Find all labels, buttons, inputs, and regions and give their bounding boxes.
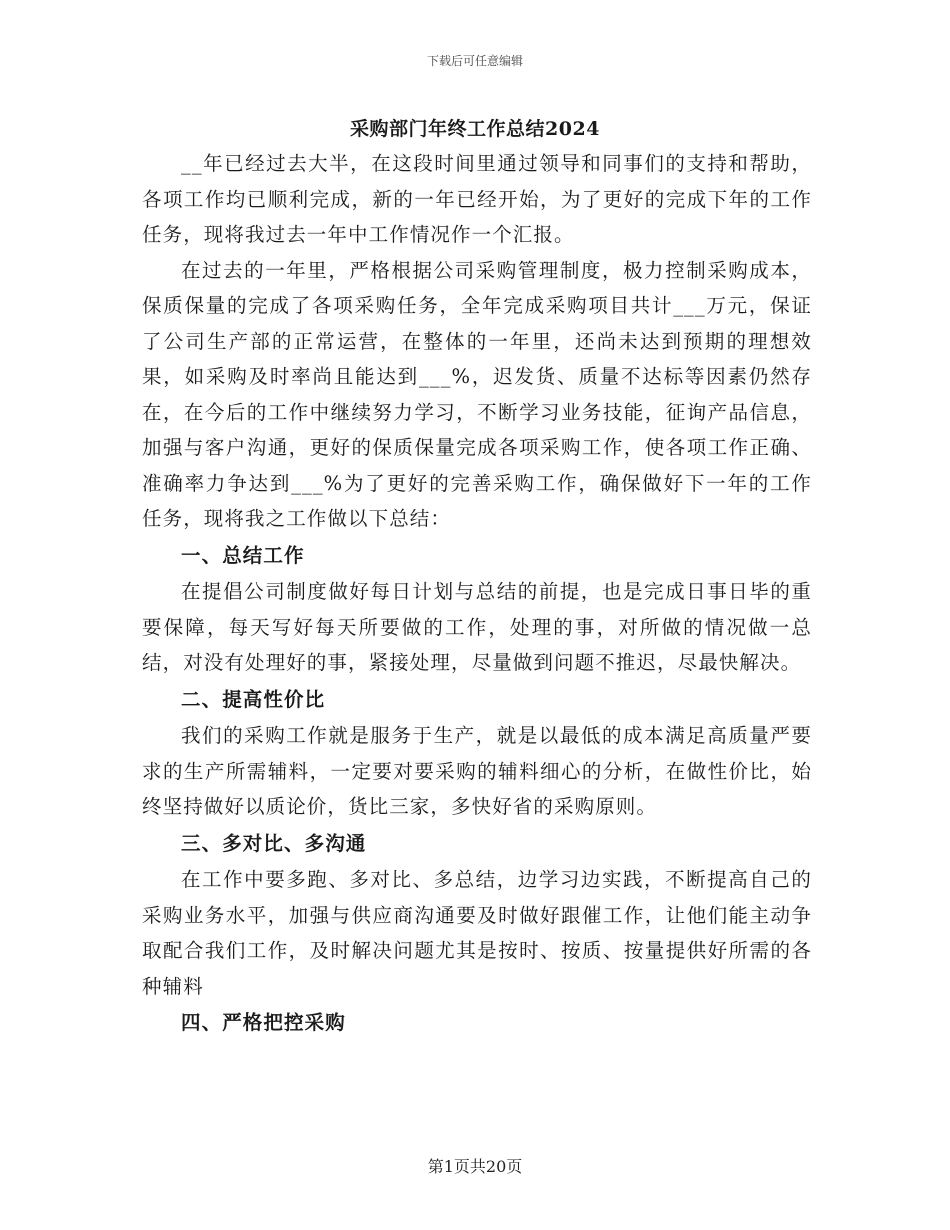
page-footer: 第1页共20页 xyxy=(427,1157,523,1176)
section-heading-2: 二、提高性价比 xyxy=(181,687,326,711)
header-note: 下载后可任意编辑 xyxy=(426,54,523,68)
document-title: 采购部门年终工作总结2024 xyxy=(350,118,600,140)
paragraph-intro: __年已经过去大半，在这段时间里通过领导和同事们的支持和帮助，各项工作均已顺利完成，新的一年已经开始，为了更好的完成下年的工作任务，现将我过去一年中工作情况作一个汇报。 xyxy=(142,152,812,246)
paragraph-section-3: 在工作中要多跑、多对比、多总结，边学习边实践，不断提高自己的采购业务水平，加强与供应商沟通要及时做好跟催工作，让他们能主动争取配合我们工作，及时解决问题尤其是按时、按质、按量提供好所需的各种辅料 xyxy=(142,868,812,998)
paragraph-summary: 在过去的一年里，严格根据公司采购管理制度，极力控制采购成本，保质保量的完成了各项采购任务，全年完成采购项目共计___万元，保证了公司生产部的正常运营，在整体的一年里，还尚未达到预期的理想效果，如采购及时率尚且能达到___%，迟发货、质量不达标等因素仍然存在，在今后的工作中继续努力学习，不断学习业务技能，征询产品信息，加强与客户沟通，更好的保质保量完成各项采购工作，使各项工作正确、准确率力争达到___%为了更好的完善采购工作，确保做好下一年的工作任务，现将我之工作做以下总结： xyxy=(142,258,812,530)
section-heading-3: 三、多对比、多沟通 xyxy=(181,831,367,855)
paragraph-section-2: 我们的采购工作就是服务于生产，就是以最低的成本满足高质量严要求的生产所需辅料，一定要对要采购的辅料细心的分析，在做性价比，始终坚持做好以质论价，货比三家，多快好省的采购原则。 xyxy=(142,724,812,818)
section-heading-1: 一、总结工作 xyxy=(181,543,305,567)
section-heading-4: 四、严格把控采购 xyxy=(181,1011,346,1034)
document-body xyxy=(142,146,812,1042)
paragraph-section-1: 在提倡公司制度做好每日计划与总结的前提，也是完成日事日毕的重要保障，每天写好每天所要做的工作，处理的事，对所做的情况做一总结，对没有处理好的事，紧接处理，尽量做到问题不推迟，尽最快解决。 xyxy=(142,580,812,674)
